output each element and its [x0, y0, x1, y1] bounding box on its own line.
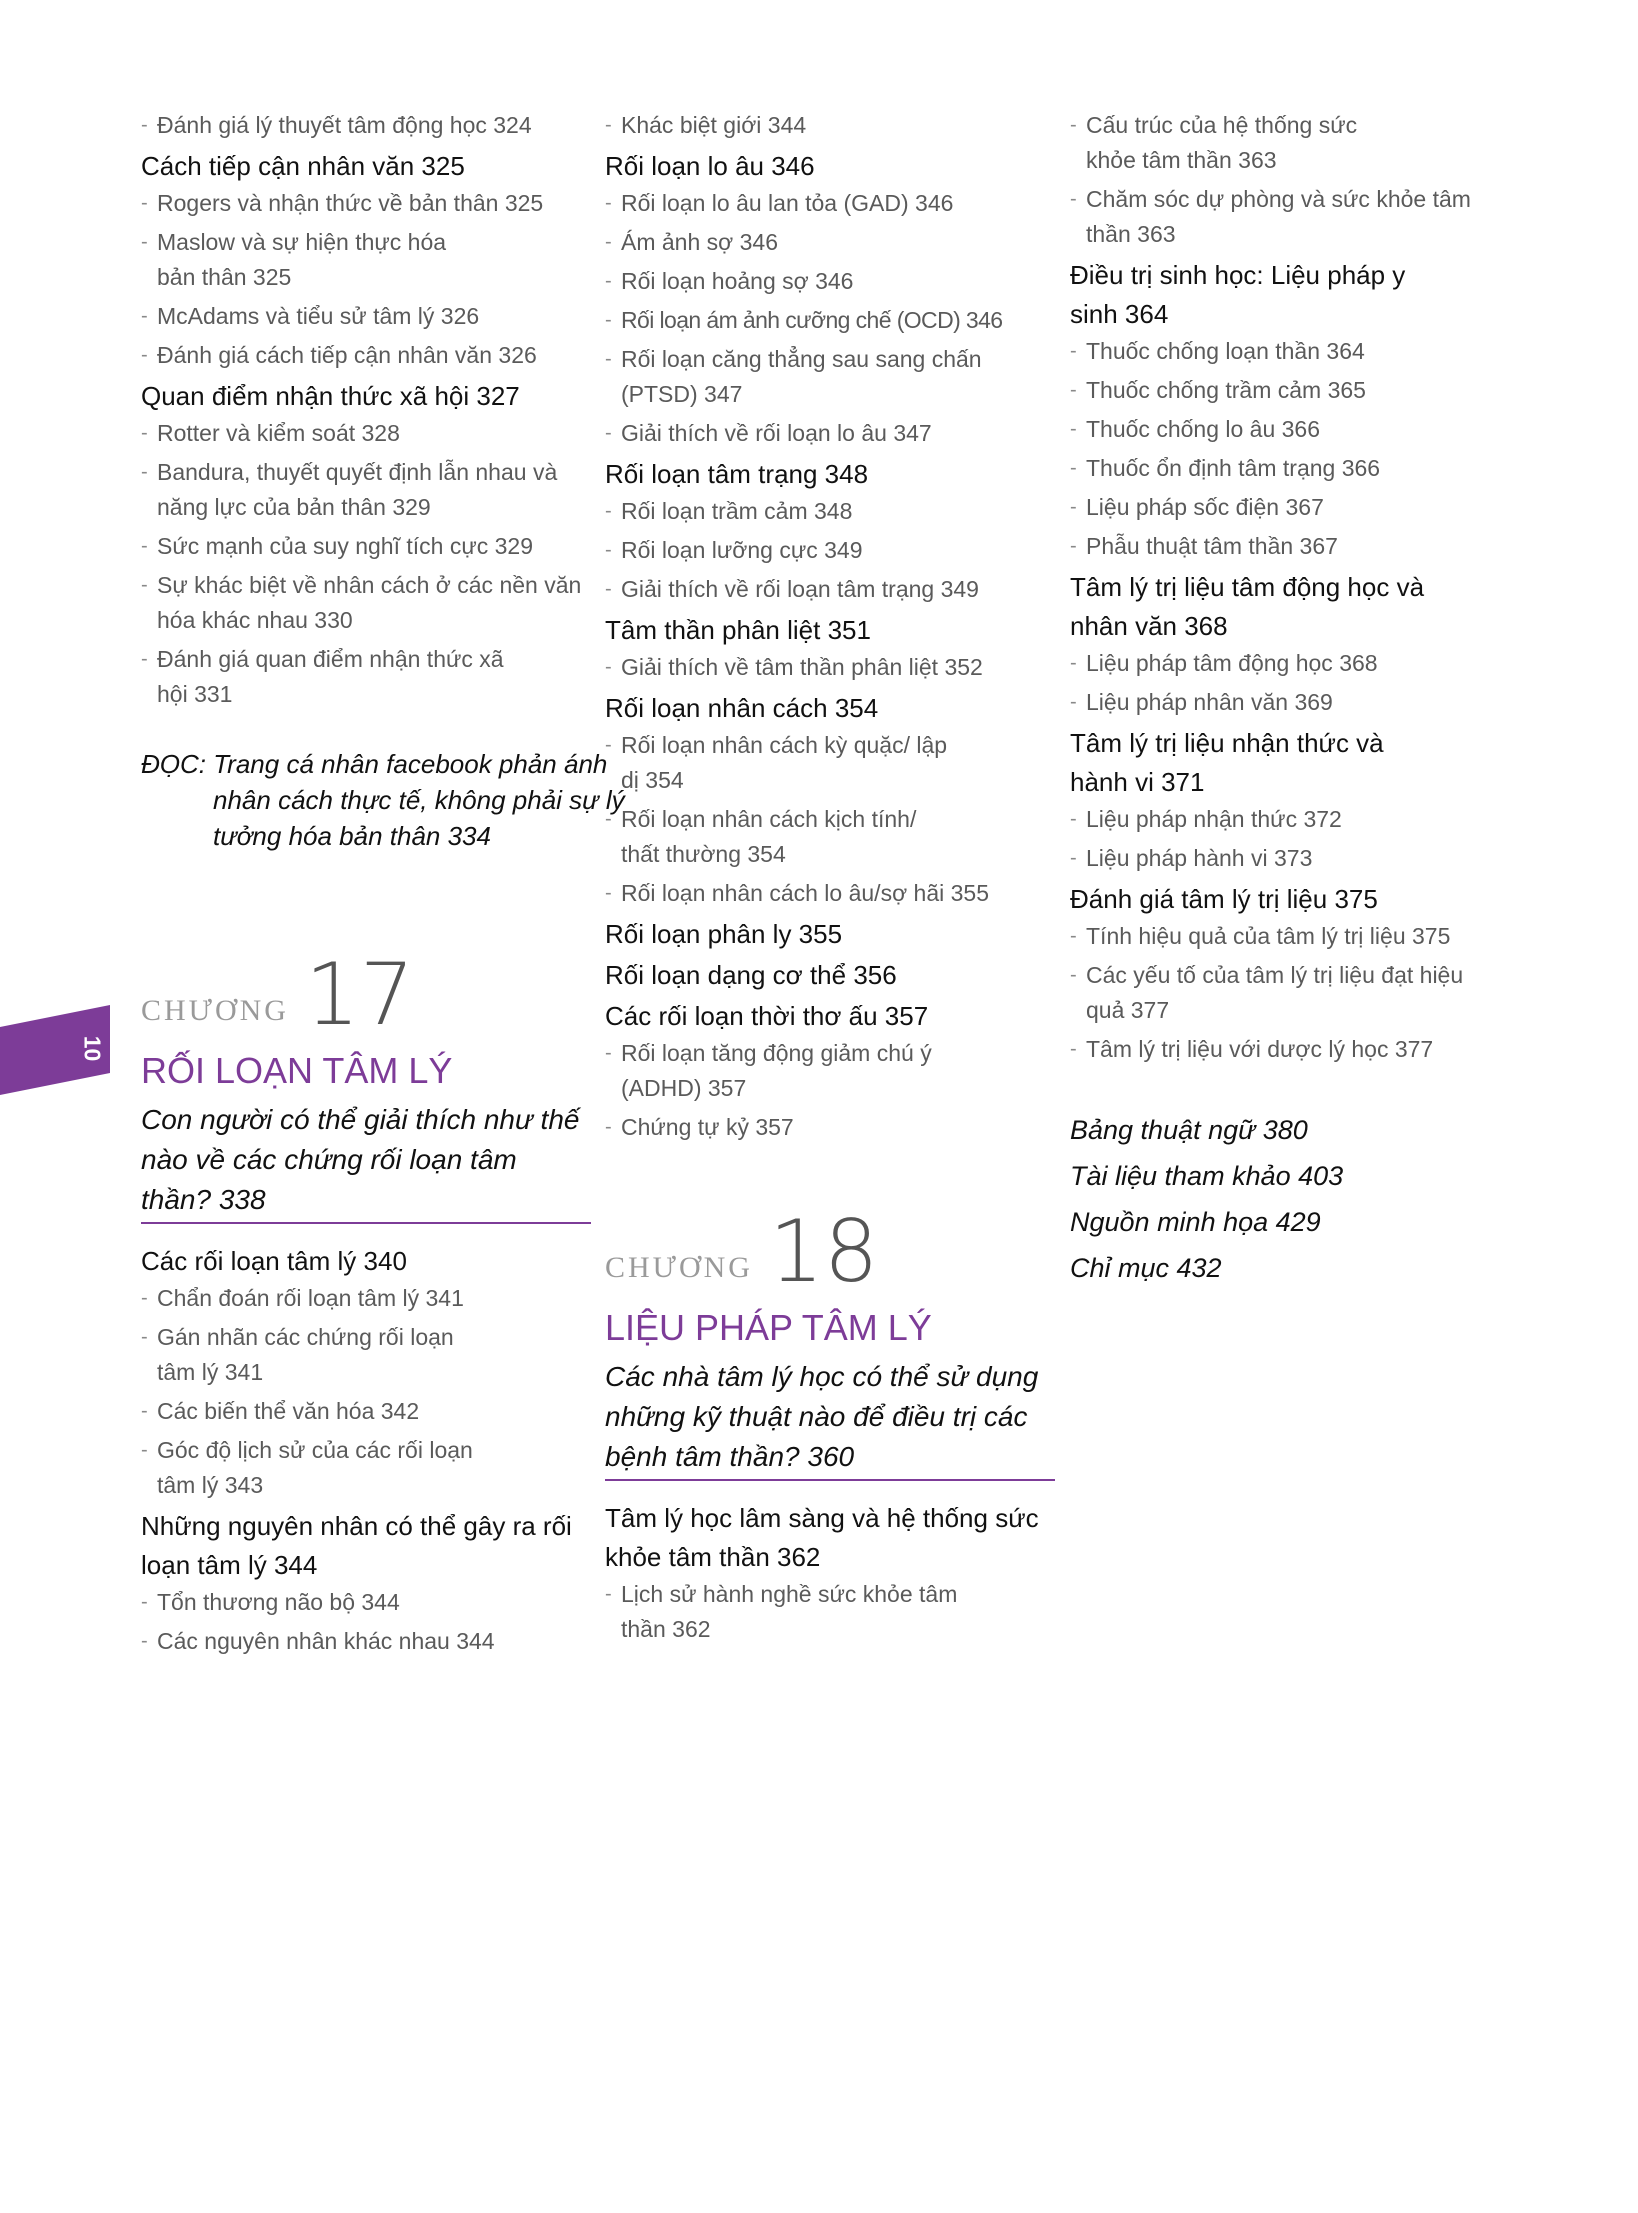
toc-subitem: - Ám ảnh sợ 346: [605, 225, 1055, 260]
toc-subitem: - Rối loạn tăng động giảm chú ý (ADHD) 357: [605, 1036, 981, 1106]
reading-entry: ĐỌC: Trang cá nhân facebook phản ánh nhân cách thực tế, không phải sự lý tưởng hóa bản thân 334: [141, 749, 625, 851]
toc-heading: Các rối loạn thời thơ ấu 357: [605, 1001, 929, 1031]
toc-heading: Những nguyên nhân có thể gây ra rối loạn tâm lý 344: [141, 1511, 572, 1580]
back-matter-references: Tài liệu tham khảo 403: [1070, 1161, 1344, 1191]
chapter-number: 17: [305, 945, 415, 1045]
toc-subitem: - Chứng tự kỷ 357: [605, 1110, 1055, 1145]
chapter-title: LIỆU PHÁP TÂM LÝ: [605, 1307, 932, 1348]
toc-subitem: - Maslow và sự hiện thực hóa bản thân 325: [141, 225, 487, 295]
toc-heading: Rối loạn phân ly 355: [605, 919, 843, 949]
toc-subitem: - Tính hiệu quả của tâm lý trị liệu 375: [1070, 919, 1520, 954]
chapter-question: Các nhà tâm lý học có thể sử dụng những kỹ thuật nào để điều trị các bệnh tâm thần? 360: [605, 1357, 1055, 1481]
toc-heading: Đánh giá tâm lý trị liệu 375: [1070, 884, 1378, 914]
toc-subitem: - McAdams và tiểu sử tâm lý 326: [141, 299, 591, 334]
toc-subitem: - Tổn thương não bộ 344: [141, 1585, 591, 1620]
toc-subitem: - Khác biệt giới 344: [605, 108, 1055, 143]
toc-subitem: - Bandura, thuyết quyết định lẫn nhau và năng lực của bản thân 329: [141, 455, 587, 525]
page-number: 10: [79, 1035, 106, 1062]
toc-heading: Cách tiếp cận nhân văn 325: [141, 151, 465, 181]
toc-subitem: - Chẩn đoán rối loạn tâm lý 341: [141, 1281, 591, 1316]
toc-heading: Rối loạn nhân cách 354: [605, 693, 879, 723]
toc-column-2: [605, 108, 1055, 1651]
chapter-label: CHƯƠNG: [141, 994, 289, 1027]
toc-subitem: - Chăm sóc dự phòng và sức khỏe tâm thần 363: [1070, 182, 1520, 252]
back-matter-illustration-credits: Nguồn minh họa 429: [1070, 1207, 1321, 1237]
toc-heading: Các rối loạn tâm lý 340: [141, 1246, 407, 1276]
toc-subitem: - Cấu trúc của hệ thống sức khỏe tâm thần 363: [1070, 108, 1366, 178]
toc-subitem: - Thuốc chống trầm cảm 365: [1070, 373, 1520, 408]
toc-subitem: - Gán nhãn các chứng rối loạn tâm lý 341: [141, 1320, 497, 1390]
toc-subitem: - Liệu pháp nhân văn 369: [1070, 685, 1520, 720]
toc-subitem: - Liệu pháp nhận thức 372: [1070, 802, 1520, 837]
toc-heading: Rối loạn lo âu 346: [605, 151, 815, 181]
toc-subitem: - Rối loạn ám ảnh cưỡng chế (OCD) 346: [605, 303, 1055, 338]
toc-subitem: - Rối loạn trầm cảm 348: [605, 494, 1055, 529]
toc-subitem: - Giải thích về rối loạn lo âu 347: [605, 416, 1055, 451]
toc-heading: Tâm lý học lâm sàng và hệ thống sức khỏe tâm thần 362: [605, 1503, 1039, 1572]
toc-subitem: - Phẫu thuật tâm thần 367: [1070, 529, 1520, 564]
toc-subitem: - Rối loạn lưỡng cực 349: [605, 533, 1055, 568]
toc-subitem: - Tâm lý trị liệu với dược lý học 377: [1070, 1032, 1520, 1067]
toc-subitem: - Rối loạn hoảng sợ 346: [605, 264, 1055, 299]
toc-subitem: - Các biến thể văn hóa 342: [141, 1394, 591, 1429]
chapter-label: CHƯƠNG: [605, 1251, 753, 1284]
toc-heading: Quan điểm nhận thức xã hội 327: [141, 381, 520, 411]
toc-subitem: - Liệu pháp sốc điện 367: [1070, 490, 1520, 525]
toc-heading: Tâm thần phân liệt 351: [605, 615, 871, 645]
toc-subitem: - Đánh giá lý thuyết tâm động học 324: [141, 108, 591, 143]
chapter-number: 18: [769, 1202, 879, 1302]
toc-subitem: - Giải thích về tâm thần phân liệt 352: [605, 650, 1055, 685]
toc-subitem: - Sức mạnh của suy nghĩ tích cực 329: [141, 529, 591, 564]
toc-subitem: - Đánh giá quan điểm nhận thức xã hội 331: [141, 642, 517, 712]
toc-subitem: - Liệu pháp tâm động học 368: [1070, 646, 1520, 681]
toc-column-3: [1070, 108, 1520, 1291]
toc-heading: Tâm lý trị liệu tâm động học và nhân văn 368: [1070, 572, 1425, 641]
toc-subitem: - Rogers và nhận thức về bản thân 325: [141, 186, 591, 221]
chapter-title: RỐI LOẠN TÂM LÝ: [141, 1050, 453, 1091]
toc-heading: Rối loạn tâm trạng 348: [605, 459, 869, 489]
toc-subitem: - Các nguyên nhân khác nhau 344: [141, 1624, 591, 1659]
toc-subitem: - Sự khác biệt về nhân cách ở các nền văn hóa khác nhau 330: [141, 568, 597, 638]
toc-heading: Tâm lý trị liệu nhận thức và hành vi 371: [1070, 728, 1384, 797]
back-matter-glossary: Bảng thuật ngữ 380: [1070, 1115, 1308, 1145]
back-matter-index: Chỉ mục 432: [1070, 1253, 1222, 1283]
toc-subitem: - Giải thích về rối loạn tâm trạng 349: [605, 572, 1055, 607]
toc-subitem: - Rối loạn căng thẳng sau sang chấn (PTSD) 347: [605, 342, 1055, 412]
toc-subitem: - Rối loạn nhân cách kỳ quặc/ lập dị 354: [605, 728, 961, 798]
toc-subitem: - Rotter và kiểm soát 328: [141, 416, 591, 451]
toc-subitem: - Các yếu tố của tâm lý trị liệu đạt hiệu quả 377: [1070, 958, 1466, 1028]
toc-subitem: - Đánh giá cách tiếp cận nhân văn 326: [141, 338, 591, 373]
toc-subitem: - Thuốc chống lo âu 366: [1070, 412, 1520, 447]
chapter-17-header: [141, 932, 591, 1045]
toc-subitem: - Thuốc ổn định tâm trạng 366: [1070, 451, 1520, 486]
toc-subitem: - Rối loạn nhân cách kịch tính/ thất thường 354: [605, 802, 961, 872]
toc-column-1: [141, 108, 625, 1663]
toc-subitem: - Góc độ lịch sử của các rối loạn tâm lý 343: [141, 1433, 517, 1503]
toc-subitem: - Rối loạn lo âu lan tỏa (GAD) 346: [605, 186, 1055, 221]
toc-subitem: - Lịch sử hành nghề sức khỏe tâm thần 362: [605, 1577, 961, 1647]
chapter-18-header: [605, 1189, 1055, 1302]
toc-heading: Điều trị sinh học: Liệu pháp y sinh 364: [1070, 260, 1406, 329]
toc-heading: Rối loạn dạng cơ thể 356: [605, 960, 897, 990]
toc-subitem: - Rối loạn nhân cách lo âu/sợ hãi 355: [605, 876, 1055, 911]
chapter-question: Con người có thể giải thích như thế nào về các chứng rối loạn tâm thần? 338: [141, 1100, 591, 1224]
toc-subitem: - Thuốc chống loạn thần 364: [1070, 334, 1520, 369]
toc-subitem: - Liệu pháp hành vi 373: [1070, 841, 1520, 876]
